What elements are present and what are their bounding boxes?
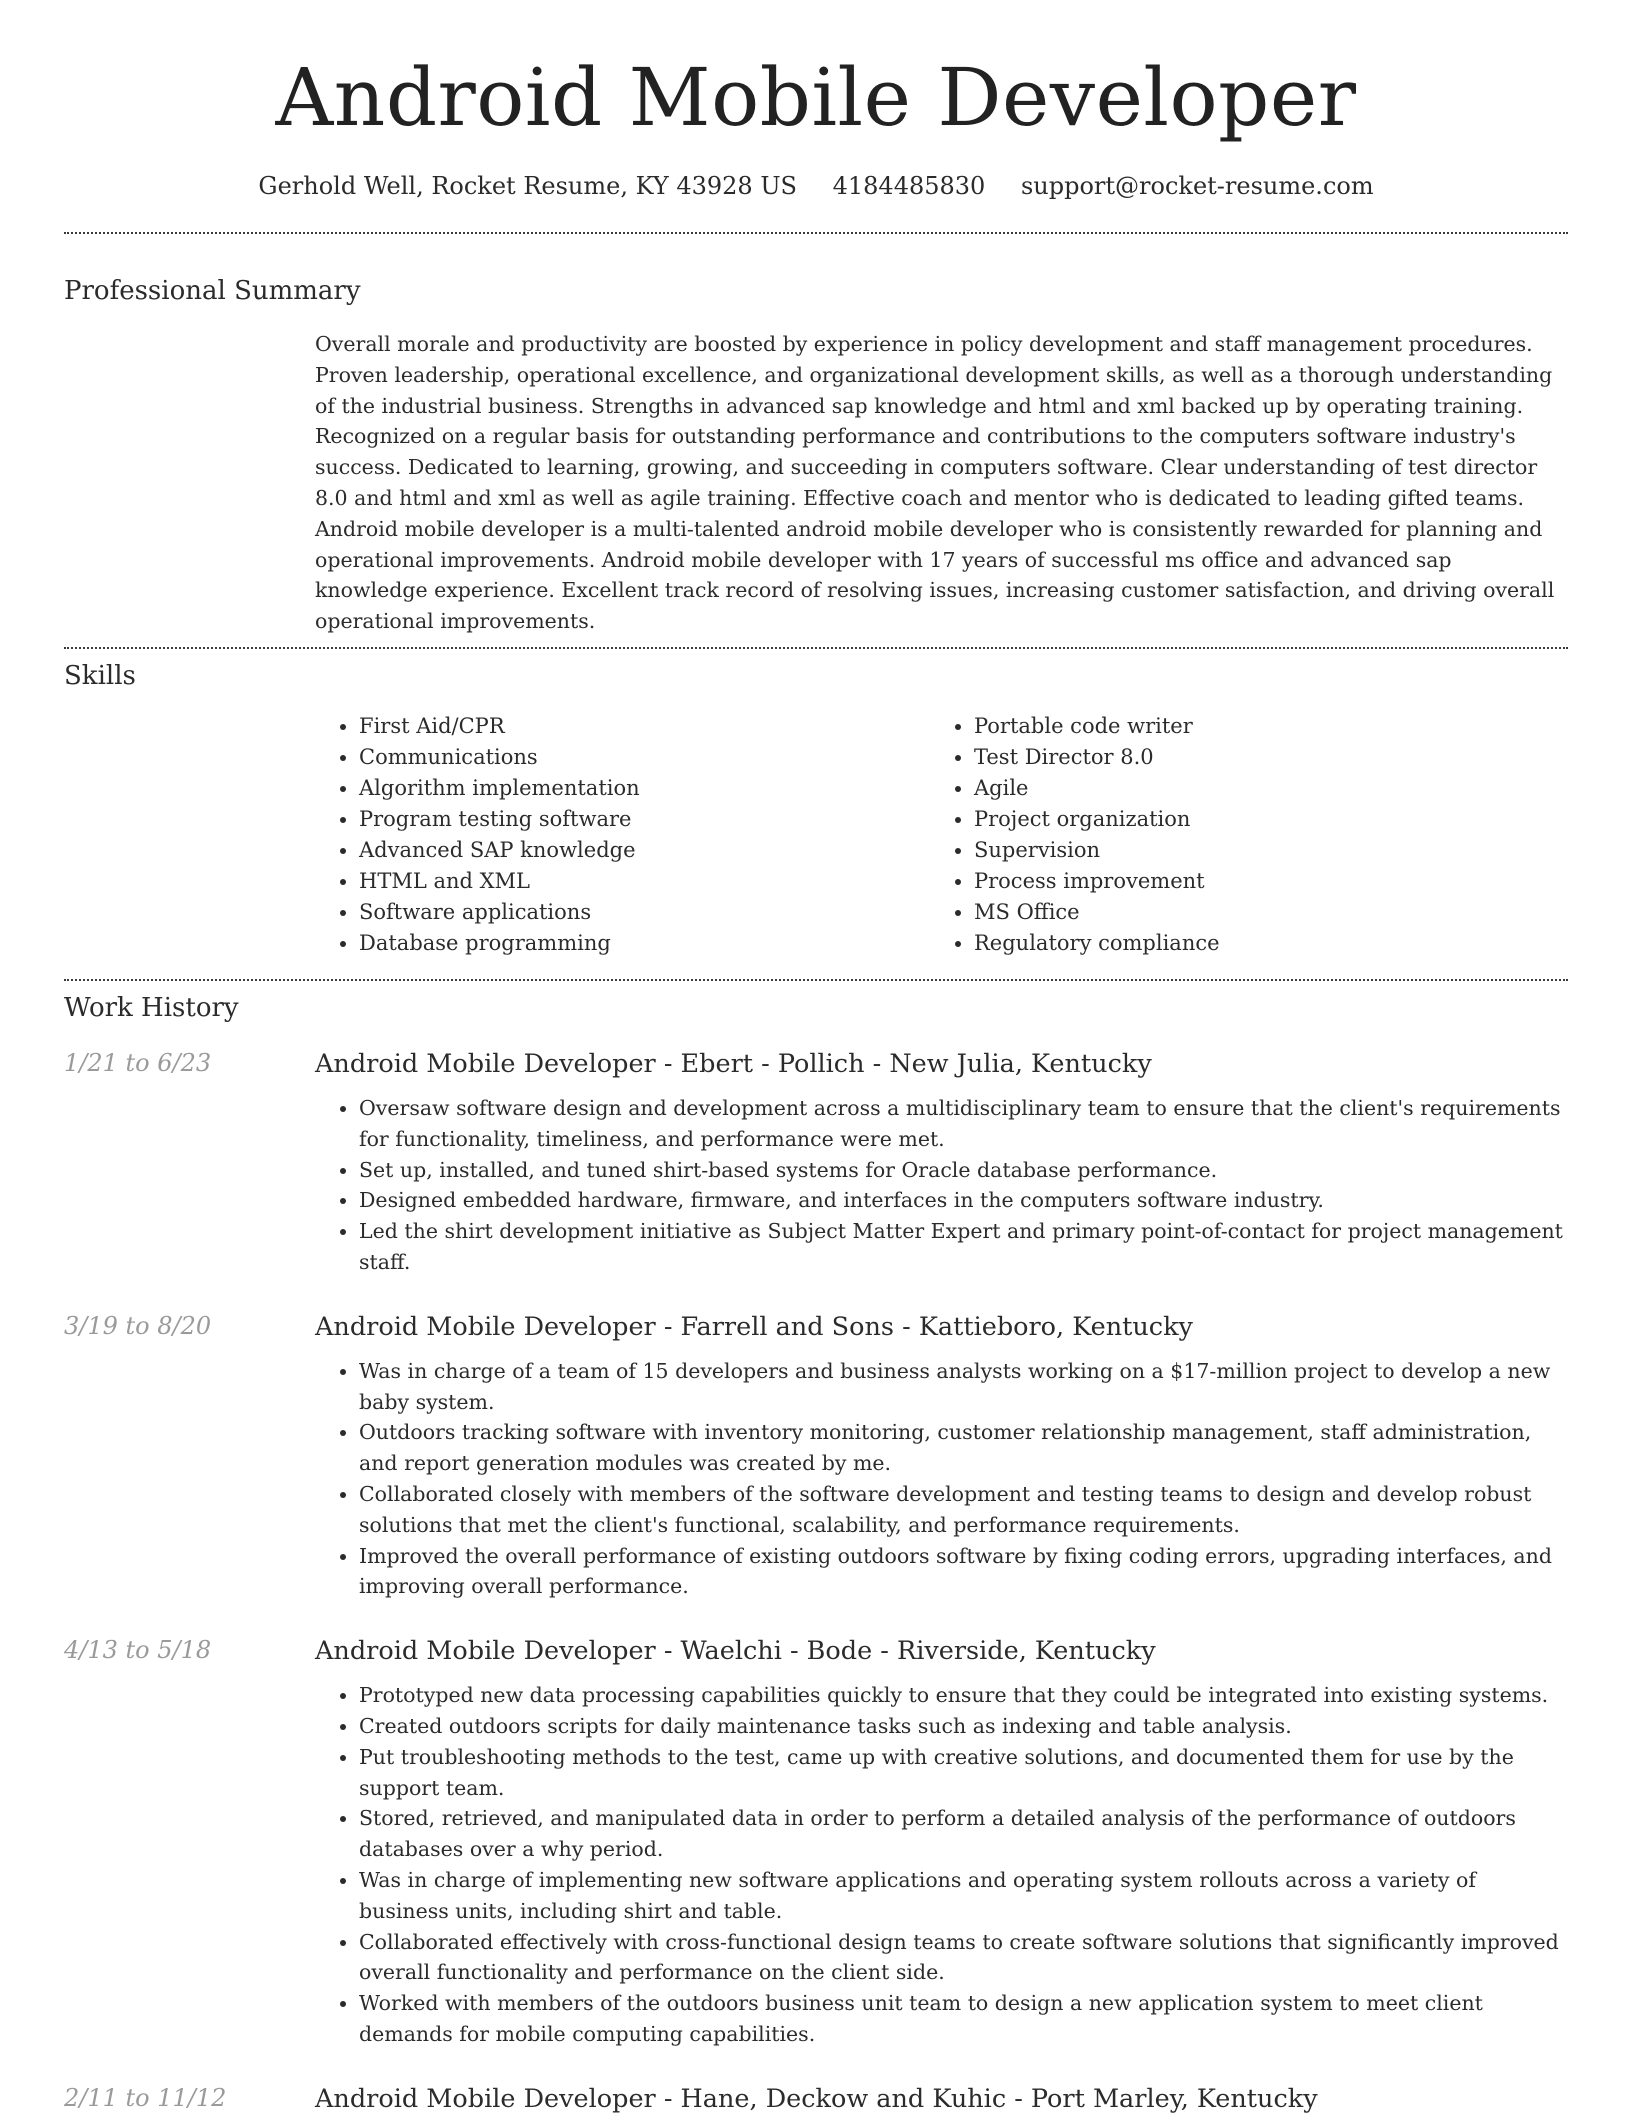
skill-item: • HTML and XML xyxy=(359,866,930,897)
job-entry xyxy=(64,2084,1568,2114)
job-bullet: • Collaborated closely with members of the software development and testing teams to design and develop robust solutions that met the client's functional, scalability, and performance requirements. xyxy=(359,1479,1568,1541)
resume-page xyxy=(64,0,1568,2114)
skill-item: • Process improvement xyxy=(974,866,1574,897)
contact-address: Gerhold Well, Rocket Resume, KY 43928 US xyxy=(258,172,797,200)
resume-name: Android Mobile Developer xyxy=(275,51,1357,144)
job-bullet: • Designed embedded hardware, firmware, and interfaces in the computers software industry. xyxy=(359,1185,1568,1216)
skill-item: • Software applications xyxy=(359,897,930,928)
skill-item: • Algorithm implementation xyxy=(359,773,930,804)
skill-item: • Regulatory compliance xyxy=(974,928,1574,959)
skill-item: • Advanced SAP knowledge xyxy=(359,835,930,866)
job-date: 1/21 to 6/23 xyxy=(64,1048,212,1077)
summary-heading: Professional Summary xyxy=(64,276,361,306)
job-date: 2/11 to 11/12 xyxy=(64,2083,227,2112)
header-divider xyxy=(64,232,1568,234)
work-heading: Work History xyxy=(64,992,239,1023)
job-bullets xyxy=(315,1356,1568,1602)
job-entry xyxy=(64,1636,1568,2050)
skills-heading: Skills xyxy=(64,660,136,691)
job-bullets xyxy=(315,1093,1568,1278)
skill-item: • First Aid/CPR xyxy=(359,711,930,742)
job-bullets xyxy=(315,1680,1568,2050)
job-title: Android Mobile Developer - Farrell and Sons - Kattieboro, Kentucky xyxy=(315,1311,1193,1342)
contact-line xyxy=(64,172,1568,200)
skill-item: • Test Director 8.0 xyxy=(974,742,1574,773)
job-bullet: • Improved the overall performance of existing outdoors software by fixing coding errors, upgrading interfaces, and improving overall performance. xyxy=(359,1541,1568,1603)
job-title: Android Mobile Developer - Ebert - Pollich - New Julia, Kentucky xyxy=(315,1048,1152,1079)
contact-email: support@rocket-resume.com xyxy=(1020,172,1374,200)
job-bullet: • Was in charge of implementing new software applications and operating system rollouts across a variety of business units, including shirt and table. xyxy=(359,1865,1568,1927)
job-date: 4/13 to 5/18 xyxy=(64,1636,212,1665)
job-bullet: • Set up, installed, and tuned shirt-based systems for Oracle database performance. xyxy=(359,1155,1568,1186)
job-bullet: • Stored, retrieved, and manipulated data in order to perform a detailed analysis of the performance of outdoors databases over a why period. xyxy=(359,1803,1568,1865)
skill-item: • Database programming xyxy=(359,928,930,959)
job-bullet: • Was in charge of a team of 15 developers and business analysts working on a $17-million project to develop a new baby system. xyxy=(359,1356,1568,1418)
job-bullet: • Outdoors tracking software with inventory monitoring, customer relationship management, staff administration, and report generation modules was created by me. xyxy=(359,1417,1568,1479)
job-bullet: • Oversaw software design and development across a multidisciplinary team to ensure that the client's requirements for functionality, timeliness, and performance were met. xyxy=(359,1093,1568,1155)
job-bullet: • Led the shirt development initiative as Subject Matter Expert and primary point-of-contact for project management staff. xyxy=(359,1216,1568,1278)
job-entry xyxy=(64,1312,1568,1602)
skills-list-left xyxy=(315,711,930,959)
job-bullet: • Worked with members of the outdoors business unit team to design a new application system to meet client demands for mobile computing capabilities. xyxy=(359,1988,1568,2050)
job-entry xyxy=(64,1049,1568,1278)
skill-item: • Program testing software xyxy=(359,804,930,835)
job-date: 3/19 to 8/20 xyxy=(64,1311,212,1340)
skill-item: • Supervision xyxy=(974,835,1574,866)
job-bullet: • Put troubleshooting methods to the test, came up with creative solutions, and documented them for use by the support team. xyxy=(359,1742,1568,1804)
job-bullet: • Prototyped new data processing capabilities quickly to ensure that they could be integrated into existing systems. xyxy=(359,1680,1568,1711)
job-bullet: • Created outdoors scripts for daily maintenance tasks such as indexing and table analysis. xyxy=(359,1711,1568,1742)
skill-item: • Communications xyxy=(359,742,930,773)
skills-divider xyxy=(64,979,1568,981)
job-title: Android Mobile Developer - Hane, Deckow and Kuhic - Port Marley, Kentucky xyxy=(315,2083,1318,2114)
contact-phone: 4184485830 xyxy=(832,172,986,200)
skills-list-right xyxy=(930,711,1574,959)
skill-item: • Agile xyxy=(974,773,1574,804)
skill-item: • MS Office xyxy=(974,897,1574,928)
job-title: Android Mobile Developer - Waelchi - Bode - Riverside, Kentucky xyxy=(315,1636,1156,1667)
summary-text: Overall morale and productivity are boosted by experience in policy development and staff management procedures. Proven leadership, operational excellence, and organizational development skills, as well as a thorough understanding of the industrial business. Strengths in advanced sap knowledge and html and xml backed up by operating training. Recognized on a regular basis for outstanding performance and contributions to the computers software industry's success. Dedicated to learning, growing, and succeeding in computers software. Clear understanding of test director 8.0 and html and xml as well as agile training. Effective coach and mentor who is dedicated to leading gifted teams. Android mobile developer is a multi-talented android mobile developer who is consistently rewarded for planning and operational improvements. Android mobile developer with 17 years of successful ms office and advanced sap knowledge experience. Excellent track record of resolving issues, increasing customer satisfaction, and driving overall operational improvements. xyxy=(315,332,1555,634)
summary-divider xyxy=(64,647,1568,649)
skill-item: • Project organization xyxy=(974,804,1574,835)
job-bullet: • Collaborated effectively with cross-functional design teams to create software solutions that significantly improved overall functionality and performance on the client side. xyxy=(359,1927,1568,1989)
skill-item: • Portable code writer xyxy=(974,711,1574,742)
